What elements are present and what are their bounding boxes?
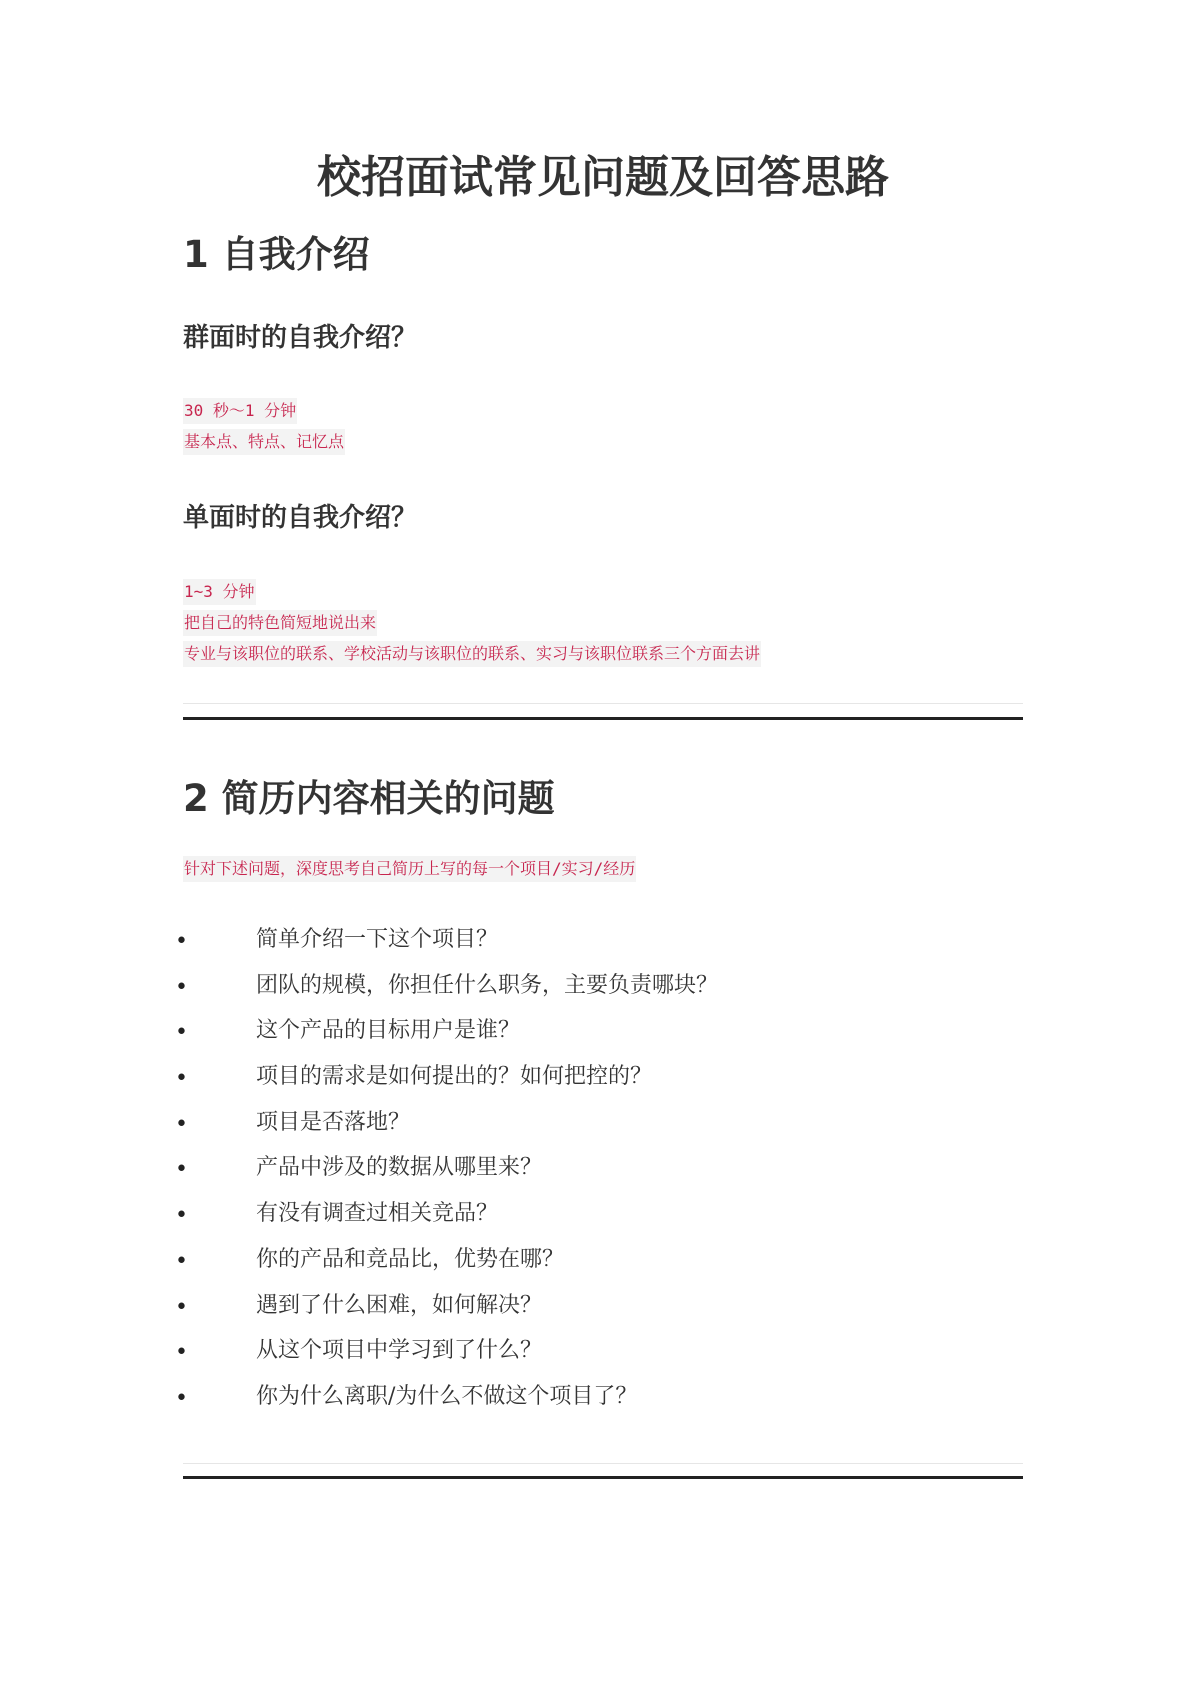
note-line: 专业与该职位的联系、学校活动与该职位的联系、实习与该职位联系三个方面去讲 bbox=[183, 641, 761, 672]
divider-thick bbox=[183, 717, 1023, 720]
resume-note bbox=[183, 856, 636, 887]
bullet: • bbox=[175, 1340, 188, 1366]
question-text: 你为什么离职/为什么不做这个项目了？ bbox=[256, 1383, 638, 1409]
list-item bbox=[175, 966, 1023, 1012]
single-interview-notes bbox=[183, 579, 761, 672]
note-line: 基本点、特点、记忆点 bbox=[183, 429, 345, 460]
list-item bbox=[175, 1103, 1023, 1149]
question-text: 项目是否落地？ bbox=[256, 1109, 411, 1135]
list-item bbox=[175, 1148, 1023, 1194]
bullet: • bbox=[175, 1385, 188, 1411]
group-interview-heading: 群面时的自我介绍？ bbox=[183, 323, 418, 353]
note-line: 1~3 分钟 bbox=[183, 579, 761, 610]
bullet: • bbox=[175, 1066, 188, 1092]
list-item bbox=[175, 1011, 1023, 1057]
note-line: 30 秒～1 分钟 bbox=[183, 398, 345, 429]
question-list bbox=[175, 920, 1023, 1423]
single-interview-heading: 单面时的自我介绍？ bbox=[183, 503, 418, 533]
question-text: 你的产品和竞品比，优势在哪？ bbox=[256, 1246, 565, 1272]
bullet: • bbox=[175, 1111, 188, 1137]
list-item bbox=[175, 1057, 1023, 1103]
bullet: • bbox=[175, 1020, 188, 1046]
list-item bbox=[175, 1377, 1023, 1423]
divider-thick bbox=[183, 1476, 1023, 1479]
list-item bbox=[175, 1194, 1023, 1240]
question-text: 产品中涉及的数据从哪里来？ bbox=[256, 1155, 543, 1181]
divider-thin bbox=[183, 1463, 1023, 1464]
question-text: 有没有调查过相关竞品？ bbox=[256, 1201, 499, 1227]
list-item bbox=[175, 1331, 1023, 1377]
bullet: • bbox=[175, 974, 188, 1000]
question-text: 从这个项目中学习到了什么？ bbox=[256, 1338, 543, 1364]
group-interview-notes bbox=[183, 398, 345, 460]
question-text: 团队的规模，你担任什么职务，主要负责哪块？ bbox=[256, 972, 719, 998]
bullet: • bbox=[175, 929, 188, 954]
bullet: • bbox=[175, 1203, 188, 1229]
document-title: 校招面试常见问题及回答思路 bbox=[317, 152, 889, 203]
section-1-heading: 1 自我介绍 bbox=[183, 233, 370, 276]
list-item bbox=[175, 920, 1023, 966]
bullet: • bbox=[175, 1248, 188, 1274]
note-line: 针对下述问题，深度思考自己简历上写的每一个项目/实习/经历 bbox=[183, 856, 636, 887]
question-text: 简单介绍一下这个项目？ bbox=[256, 927, 499, 952]
list-item bbox=[175, 1286, 1023, 1332]
list-item bbox=[175, 1240, 1023, 1286]
section-2-heading: 2 简历内容相关的问题 bbox=[183, 777, 555, 820]
bullet: • bbox=[175, 1157, 188, 1183]
question-text: 项目的需求是如何提出的？如何把控的？ bbox=[256, 1064, 653, 1090]
note-line: 把自己的特色简短地说出来 bbox=[183, 610, 761, 641]
divider-thin bbox=[183, 703, 1023, 704]
bullet: • bbox=[175, 1294, 188, 1320]
question-text: 这个产品的目标用户是谁？ bbox=[256, 1018, 521, 1044]
question-text: 遇到了什么困难，如何解决？ bbox=[256, 1292, 543, 1318]
